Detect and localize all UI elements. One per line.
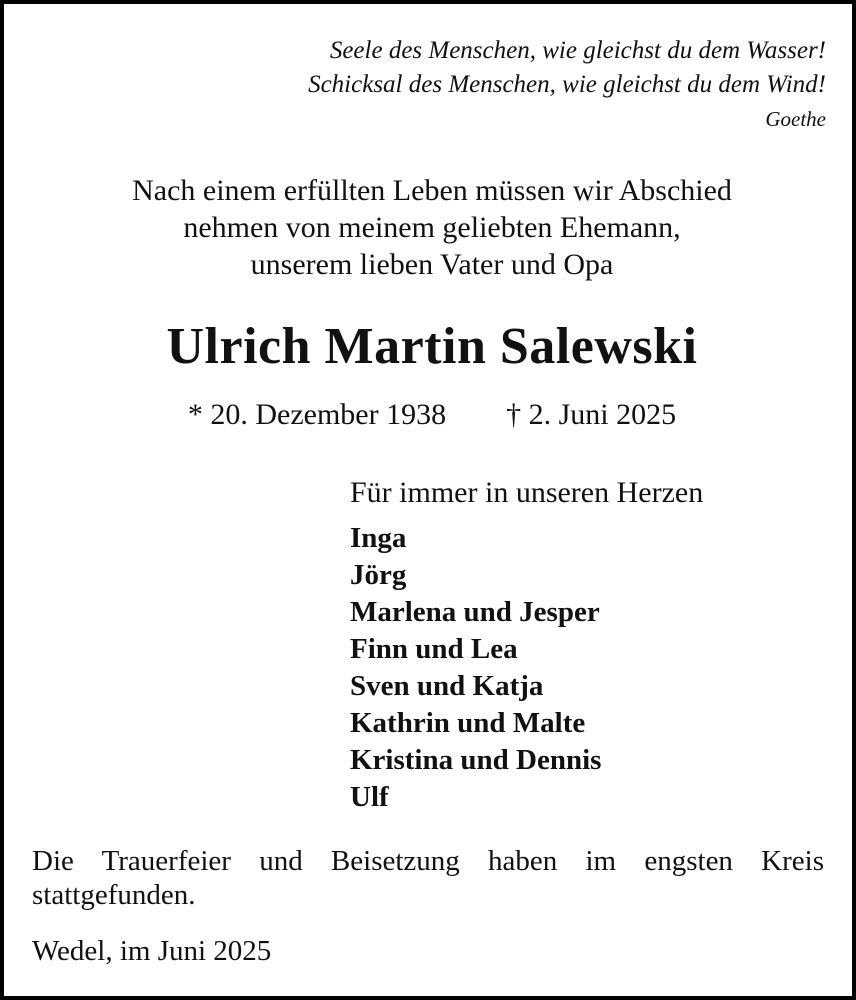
quote-line: Schicksal des Menschen, wie gleichst du dem Wind! — [308, 71, 826, 98]
birth-date: * 20. Dezember 1938 — [187, 398, 447, 431]
farewell-line: nehmen von meinem geliebten Ehemann, — [183, 211, 681, 244]
deceased-name: Ulrich Martin Salewski — [166, 318, 698, 375]
goethe-quote — [308, 34, 826, 136]
mourner-name: Ulf — [350, 781, 389, 813]
place-and-date: Wedel, im Juni 2025 — [32, 935, 272, 967]
mourner-name: Kathrin und Malte — [350, 707, 586, 739]
farewell-line: unserem lieben Vater und Opa — [250, 248, 614, 281]
farewell-text — [4, 172, 856, 283]
mourner-name: Marlena und Jesper — [350, 596, 600, 628]
mourners-block — [350, 474, 703, 816]
mourner-name: Kristina und Dennis — [350, 744, 602, 776]
mourners-motto: Für immer in unseren Herzen — [350, 476, 704, 509]
life-dates — [4, 397, 856, 433]
ceremony-note: Die Trauerfeier und Beisetzung haben im engsten Kreis stattgefunden. — [32, 845, 824, 911]
quote-line: Seele des Menschen, wie gleichst du dem Wasser! — [329, 37, 826, 64]
quote-author: Goethe — [765, 107, 826, 131]
farewell-line: Nach einem erfüllten Leben müssen wir Abschied — [132, 174, 732, 207]
death-date: † 2. Juni 2025 — [506, 398, 677, 431]
mourner-name: Jörg — [350, 559, 407, 591]
mourner-name: Sven und Katja — [350, 670, 544, 702]
mourner-name: Finn und Lea — [350, 633, 518, 665]
mourner-name: Inga — [350, 522, 407, 554]
